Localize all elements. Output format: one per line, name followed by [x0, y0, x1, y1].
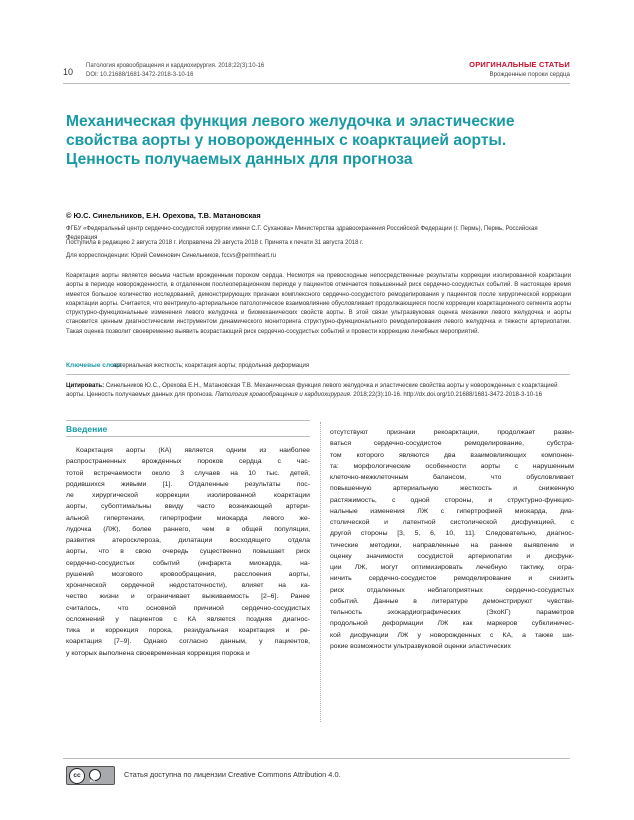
keywords-text: артериальная жесткость; коарктация аорты; продольная деформация	[113, 362, 310, 369]
keywords-title: Ключевые слова	[66, 362, 122, 369]
body-text-line: коарктация [7–9]. Однако согласно данным, у пациентов,	[66, 638, 310, 646]
body-text-line: та: морфологические особенности аорты с нарушенным	[330, 462, 574, 470]
body-text-line: другой стороны [3, 5, 6, 10, 11]. Следовательно, диагнос-	[330, 530, 574, 538]
page-number: 10	[63, 67, 74, 77]
journal-info	[86, 62, 264, 79]
intro-rule-bottom	[66, 436, 310, 437]
citation-journal: Патология кровообращения и кардиохирургия.	[215, 390, 352, 398]
body-text-line: повышенную артериальную жесткость и сниженную	[330, 485, 574, 493]
journal-citation: Патология кровообращения и кардиохирургия. 2018;22(3):10-16	[86, 63, 265, 69]
cc-icon: cc	[69, 768, 85, 784]
body-text-line: нальные изменения ЛЖ с гипертрофией миокарда, диа-	[330, 507, 574, 515]
body-text-line: сердечно-сосудистых событий (инфаркта миокарда, на-	[66, 559, 310, 567]
body-text-line: столической и латентной систолической дисфункцией, с	[330, 519, 574, 526]
body-text-line: событий. Данные в литературе демонстрируют чувстви-	[330, 597, 574, 605]
column-divider	[320, 422, 321, 722]
intro-left-column	[66, 445, 310, 659]
cc-license-badge[interactable]	[66, 766, 115, 785]
body-text-line: тотой встречаемости около 3 случаев на 10 тыс. детей,	[66, 469, 310, 477]
section-label: ОРИГИНАЛЬНЫЕ СТАТЬИ	[469, 60, 570, 69]
article-dates: Поступила в редакцию 2 августа 2018 г. Исправлена 29 августа 2018 г. Принята к печати 31 августа 2018 г.	[66, 240, 364, 246]
body-text-line: хронической сердечной недостаточности), влияет на ка-	[66, 582, 310, 589]
body-text-line: аорты, субоптимальны ввиду часто возникающей артери-	[66, 503, 310, 511]
body-text-line: аорты, что в свою очередь существенно повышает риск	[66, 548, 310, 556]
body-text-line: чество жизни и ограничивает выживаемость [2–6]. Ранее	[66, 593, 310, 601]
citation-tail[interactable]: 2018;22(3):10-16. http://dx.doi.org/10.21688/1681-3472-2018-3-10-16	[353, 390, 542, 398]
body-text-line: тельность эхокардиографических (ЭхоКГ) параметров	[330, 609, 574, 616]
body-text-line: рокие возможности ультразвуковой оценки эластических	[330, 642, 511, 650]
affiliation: ФГБУ «Федеральный центр сердечно-сосудистой хирургии имени С.Г. Суханова» Министерства здравоохранения Российской Федерации (г. Пермь), Пермь, Российская Федерация	[66, 226, 538, 241]
body-text-line: риск отдаленных неблагоприятных сердечно-сосудистых	[330, 586, 574, 594]
header-rule	[63, 83, 570, 84]
body-text-line: ции ЛЖ, могут оптимизировать лечебную тактику, огра-	[330, 564, 574, 571]
body-text-line: Коарктация аорты (КА) является одним из наиболее	[76, 447, 310, 454]
body-text-line: отсутствуют признаки рекоарктации, продолжает разви-	[330, 429, 574, 436]
body-text-line: том которого являются два взаимовлияющих компонен-	[330, 451, 574, 459]
body-text-line: осложнений у пациентов с КА является поздняя диагнос-	[66, 615, 310, 623]
citation	[66, 382, 571, 399]
section-header	[469, 60, 570, 78]
journal-doi[interactable]: DOI: 10.21688/1681-3472-2018-3-10-16	[86, 71, 194, 78]
body-text-line: тика и коррекция порока, резидуальная коарктация и ре-	[66, 627, 310, 634]
body-text-line: ваться сердечно-сосудистое ремоделирование, субстра-	[330, 440, 574, 448]
keywords-row	[66, 362, 571, 372]
correspondence: Для корреспонденции: Юрий Семенович Синельников, fccvs@permheart.ru	[66, 253, 277, 259]
body-text-line: ле хирургической коррекции изолированной коарктации	[66, 492, 310, 499]
citation-label: Цитировать:	[66, 382, 105, 389]
body-text-line: альной гипертензии, гипертрофии миокарда левого же-	[66, 514, 310, 522]
authors: © Ю.С. Синельников, Е.Н. Орехова, Т.В. Матановская	[66, 211, 261, 220]
by-label: BY	[90, 778, 96, 783]
body-text-line: распространенных врожденных пороков сердца с час-	[66, 458, 310, 466]
keywords-rule	[66, 374, 570, 375]
body-text-line: оценку значимости сосудистой артериопатии и дисфунк-	[330, 552, 574, 560]
body-text-line: рушений мозгового кровообращения, расслоения аорты,	[66, 570, 310, 578]
body-text-line: родившихся живыми [1]. Отдаленные результаты пос-	[66, 480, 310, 488]
body-text-line: ничить сердечно-сосудистое ремоделирование и снизить	[330, 575, 574, 583]
body-text-line: продольной деформации ЛЖ как маркеров субклиничес-	[330, 620, 574, 628]
citation-text: Синельников Ю.С., Орехова Е.Н., Матановская Т.В. Механическая функция левого желудочка и эластические свойства аорты у новорожденных с коарктацией аорты. Ценность получаемых данных для прогноза.	[66, 382, 558, 398]
abstract: Коарктация аорты является весьма частым врожденным пороком сердца. Несмотря на превосходные непосредственные результаты коррекции изолированной коарктации аорты в периоде новорожденности, в отдаленном послеоперационном периоде у пациентов отмечается повышенный риск сердечно-сосудистых событий. В настоящее время имеется большое количество исследований, демонстрирующих признаки комплексного сердечно-сосудистого ремоделирования у пациентов после хирургической коррекции коарктации аорты. Считается, что вентрикуло-артериальное патологическое взаимовлияние обусловливает продолжающиеся после коррекции коарктационного сегмента аорты структурно-функциональные изменения левого желудочка и биомеханических свойств аорты. В этой связи ультразвуковая оценка механики левого желудочка и аорты становится ценным диагностическим инструментом динамического мониторинга структурно-функционального ремоделирования левого желудочка и тяжести артериопатии. Такая оценка позволит своевременно выявить возрастающий риск сердечно-сосудистых событий и провести коррекцию лечебных мероприятий.	[66, 272, 571, 335]
article-title: Механическая функция левого желудочка и эластические свойства аорты у новорожденных с коарктацией аорты. Ценность получаемых данных для прогноза	[66, 113, 515, 168]
subsection-label: Врожденные пороки сердца	[489, 71, 570, 78]
footer-rule	[63, 758, 570, 759]
intro-right-column	[330, 427, 574, 652]
body-text-line: кой дисфункции ЛЖ у новорожденных с КА, а также ши-	[330, 631, 574, 639]
body-text-line: клеточно-межклеточным балансом, что обусловливает	[330, 474, 574, 481]
body-text-line: тические методики, направленные на раннее выявление и	[330, 541, 574, 549]
body-text-line: лудочка (ЛЖ), более раннего, чем в общей популяции,	[66, 525, 310, 533]
intro-rule-top	[66, 420, 310, 421]
body-text-line: у которых выполнена своевременная коррекция порока и	[66, 649, 250, 657]
body-text-line: развития атеросклероза, дилатации восходящего отдела	[66, 537, 310, 544]
intro-heading: Введение	[66, 424, 108, 434]
license-text: Статья доступна по лицензии Creative Commons Attribution 4.0.	[124, 770, 341, 779]
body-text-line: растяжимость, с одной стороны, и структурно-функцио-	[330, 496, 574, 504]
body-text-line: считалось, что основной причиной сердечно-сосудистых	[66, 604, 310, 612]
